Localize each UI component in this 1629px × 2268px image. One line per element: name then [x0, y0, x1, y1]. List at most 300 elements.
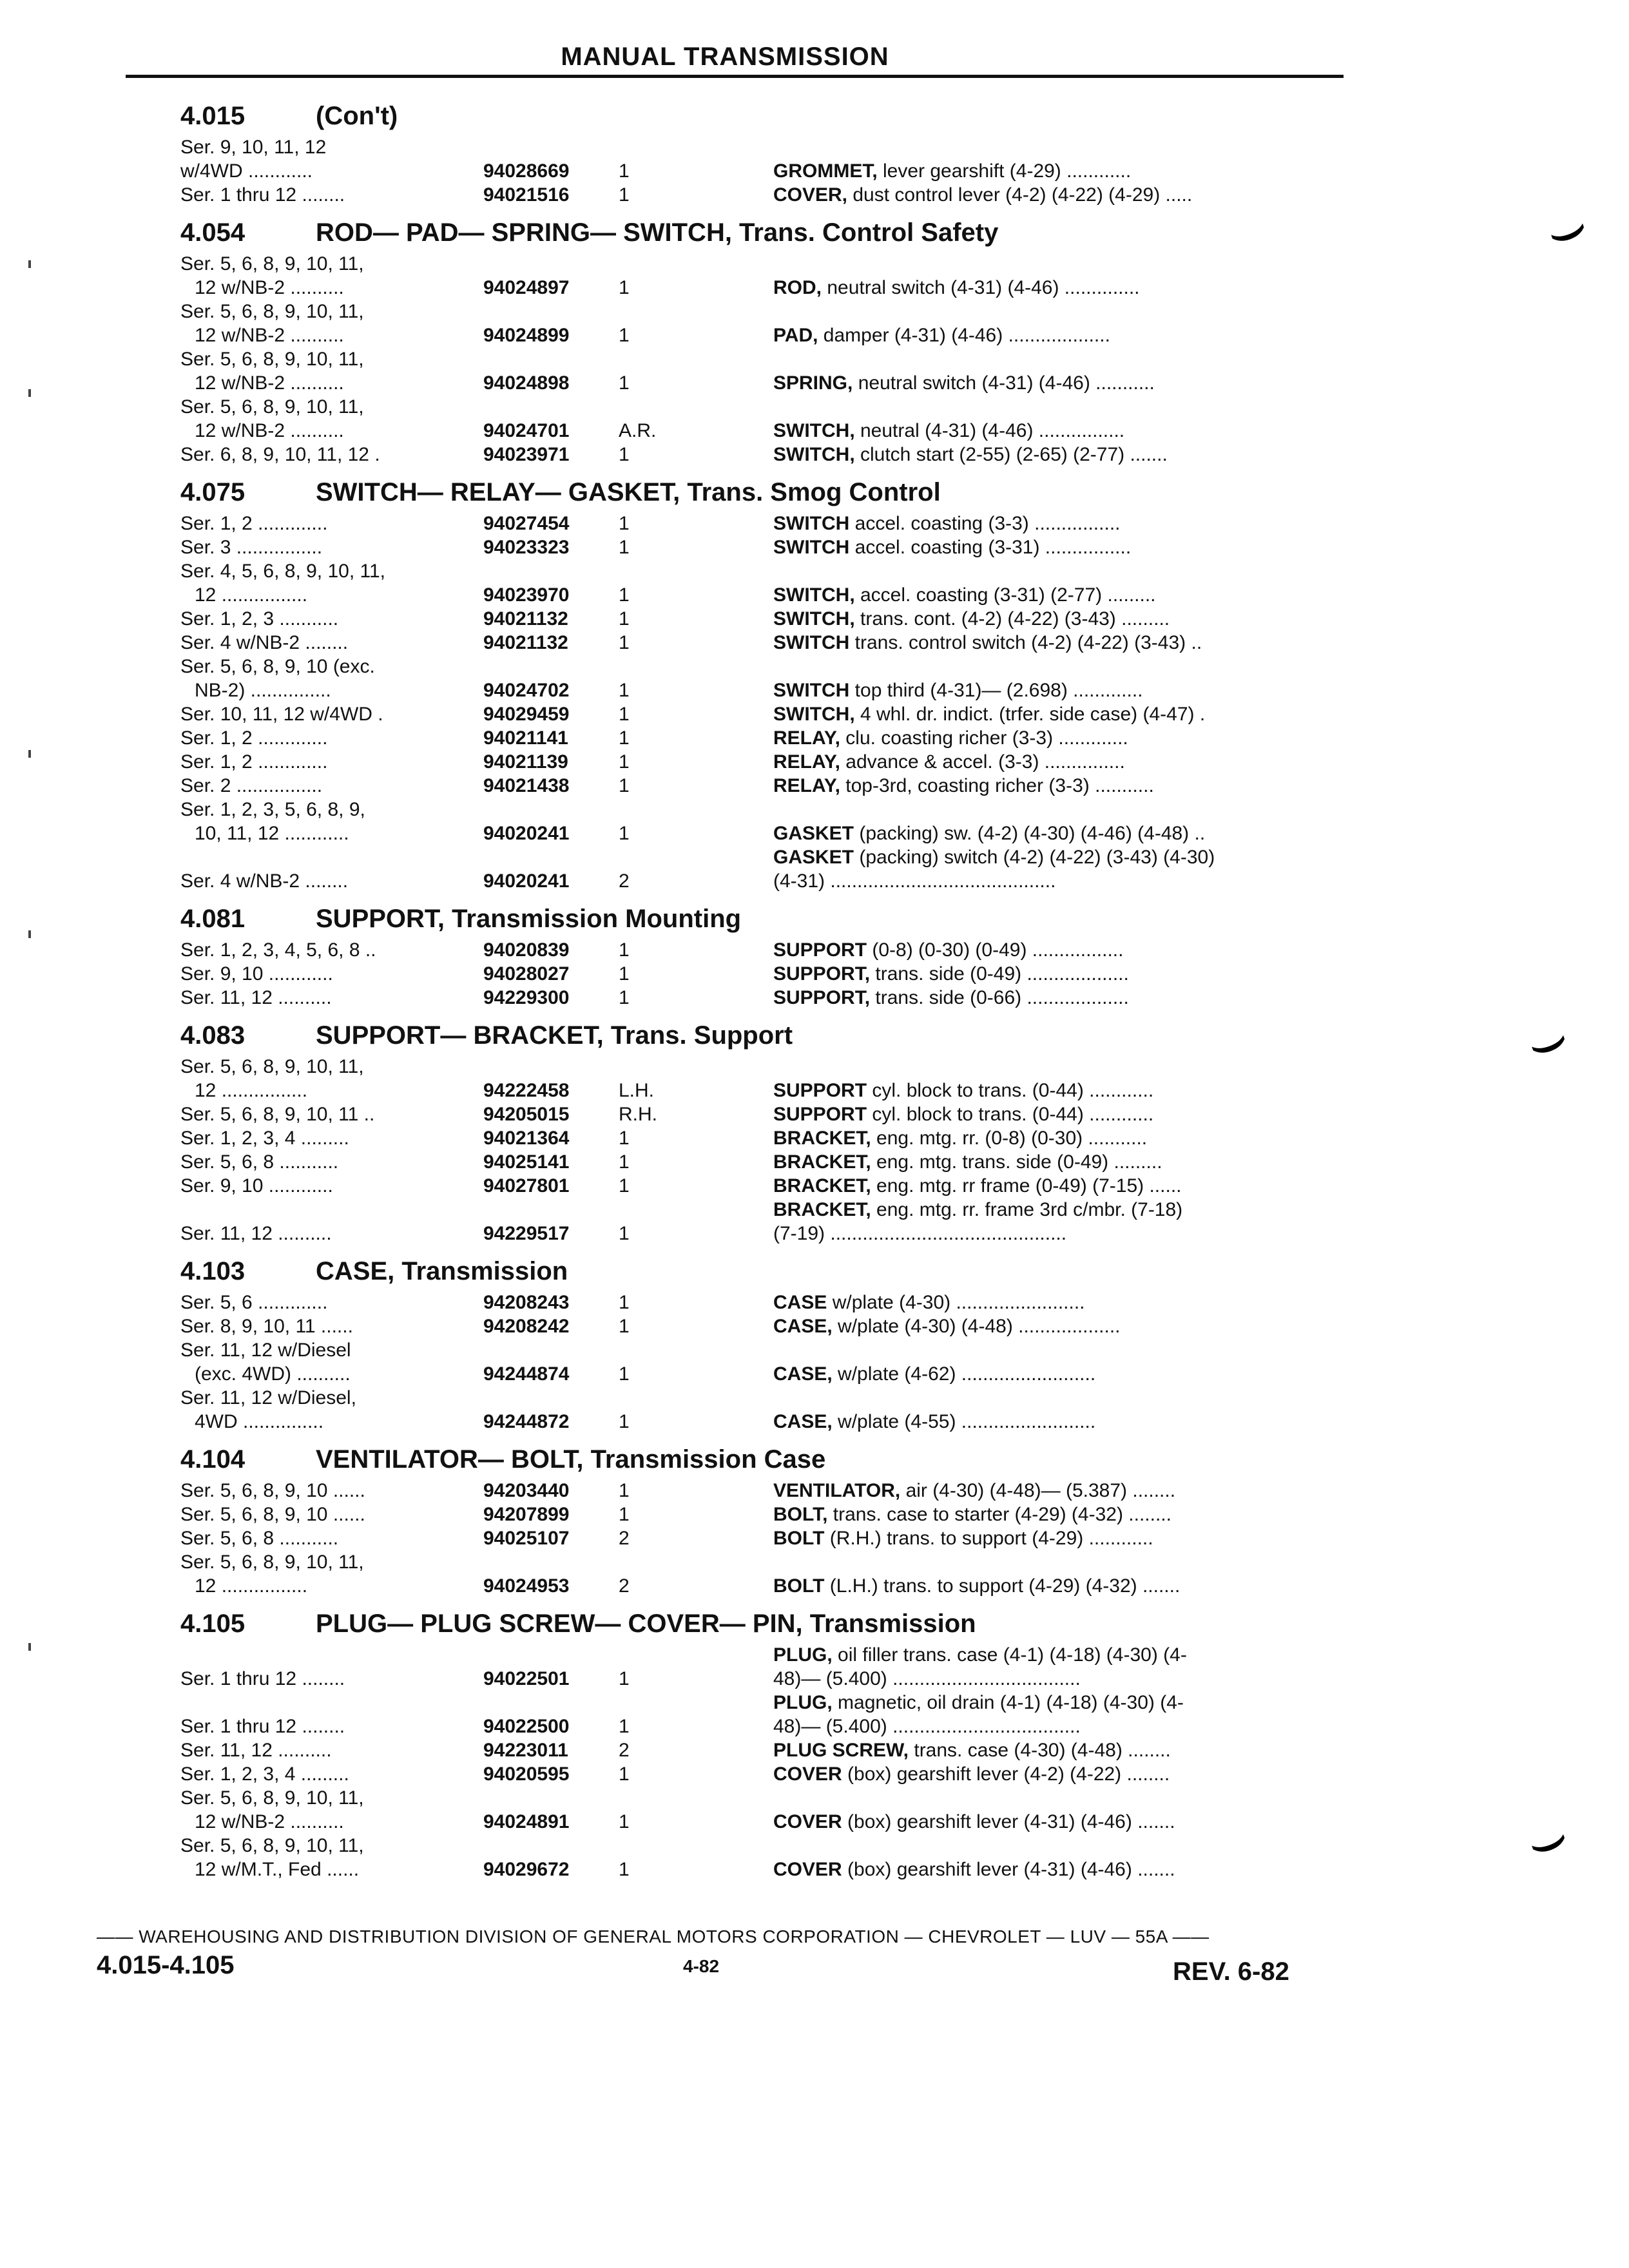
part-number: 94021132 [483, 632, 568, 653]
part-number: 94028027 [483, 963, 570, 985]
part-info [180, 1174, 773, 1198]
part-detail: trans. control switch (4-2) (4-22) (3-43) .. [854, 632, 1202, 653]
part-name: BRACKET, [773, 1175, 871, 1196]
part-detail: w/plate (4-30) (4-48) ................... [838, 1316, 1121, 1337]
part-name: COVER [773, 1763, 842, 1785]
serial-applicability [180, 962, 483, 986]
footer-revision: REV. 6-82 [1173, 1957, 1289, 1986]
part-detail: eng. mtg. rr frame (0-49) (7-15) ...... [876, 1175, 1182, 1196]
part-row [180, 962, 1340, 986]
serial-applicability [180, 1314, 483, 1338]
part-description [773, 371, 1337, 395]
part-detail: w/plate (4-55) ......................... [838, 1411, 1096, 1432]
part-number: 94025107 [483, 1528, 570, 1549]
section-title: SWITCH— RELAY— GASKET, Trans. Smog Control [316, 478, 941, 506]
part-description [773, 1738, 1337, 1762]
part-name: BRACKET, [773, 1199, 871, 1220]
part-info [180, 1291, 773, 1314]
part-row [180, 938, 1340, 962]
quantity: 1 [619, 963, 630, 985]
serial-applicability [180, 869, 483, 893]
part-row [180, 631, 1340, 655]
part-row [180, 845, 1340, 893]
part-number: 94020241 [483, 823, 570, 844]
part-detail: (box) gearshift lever (4-2) (4-22) ........ [847, 1763, 1170, 1785]
part-info [180, 1526, 773, 1550]
serial-line: Ser. 5, 6, 8, 9, 10, 11, [180, 1787, 364, 1809]
section-4-054 [180, 213, 1340, 466]
part-row [180, 1174, 1340, 1198]
quantity: 1 [619, 1716, 630, 1737]
serial-applicability [180, 512, 483, 535]
part-info [180, 726, 773, 750]
part-name: SUPPORT, [773, 987, 871, 1008]
serial-applicability [180, 631, 483, 655]
part-row [180, 159, 1340, 183]
part-description [773, 822, 1337, 845]
part-number: 94020595 [483, 1763, 570, 1785]
part-description [773, 1858, 1337, 1881]
part-row [180, 607, 1340, 631]
quantity: 1 [619, 184, 630, 206]
part-number: 94024899 [483, 325, 570, 346]
part-name: SWITCH, [773, 420, 855, 441]
quantity: 1 [619, 751, 630, 773]
part-description [773, 1126, 1337, 1150]
part-name: CASE [773, 1292, 827, 1313]
serial-line: Ser. 4 w/NB-2 ........ [180, 632, 349, 653]
section-4-083 [180, 1016, 1340, 1245]
part-detail: neutral switch (4-31) (4-46) .............. [827, 277, 1140, 298]
part-description [773, 678, 1337, 702]
section-number: 4.081 [180, 905, 246, 933]
part-row [180, 183, 1340, 207]
part-number: 94020241 [483, 870, 570, 892]
part-description [773, 583, 1337, 607]
section-title: SUPPORT, Transmission Mounting [316, 905, 742, 933]
part-info [180, 347, 773, 395]
part-description [773, 774, 1337, 798]
quantity: 2 [619, 1740, 630, 1761]
part-name: COVER, [773, 184, 848, 206]
section-title: SUPPORT— BRACKET, Trans. Support [316, 1021, 793, 1050]
quantity: 1 [619, 775, 630, 796]
part-detail: top-3rd, coasting richer (3-3) ........... [845, 775, 1154, 796]
serial-line: Ser. 11, 12 w/Diesel [180, 1340, 351, 1361]
serial-applicability [180, 1055, 483, 1102]
serial-line: Ser. 8, 9, 10, 11 ...... [180, 1316, 353, 1337]
serial-applicability [180, 1479, 483, 1503]
part-description [773, 1643, 1337, 1691]
quantity: 1 [619, 1668, 630, 1689]
check-mark-icon: ⌣ [1516, 1800, 1579, 1879]
part-row [180, 1786, 1340, 1834]
serial-line: 10, 11, 12 ............ [195, 823, 349, 844]
quantity: 1 [619, 160, 630, 182]
quantity: 1 [619, 987, 630, 1008]
part-name: SWITCH [773, 632, 850, 653]
part-detail: 4 whl. dr. indict. (trfer. side case) (4-47) . [860, 704, 1206, 725]
part-name: SUPPORT, [773, 963, 871, 985]
quantity: 2 [619, 870, 630, 892]
quantity: 1 [619, 1128, 630, 1149]
part-name: SPRING, [773, 372, 853, 394]
part-number: 94029672 [483, 1859, 570, 1880]
section-title: PLUG— PLUG SCREW— COVER— PIN, Transmission [316, 1610, 976, 1638]
serial-applicability [180, 1150, 483, 1174]
part-row [180, 1479, 1340, 1503]
part-name: BRACKET, [773, 1151, 871, 1173]
margin-tick-mark [28, 1643, 31, 1651]
serial-applicability [180, 750, 483, 774]
section-heading [180, 1016, 1340, 1055]
serial-line: Ser. 6, 8, 9, 10, 11, 12 . [180, 444, 380, 465]
part-number: 94022500 [483, 1716, 570, 1737]
part-detail: eng. mtg. rr. (0-8) (0-30) ........... [876, 1128, 1148, 1149]
part-info [180, 1386, 773, 1434]
section-number: 4.103 [180, 1257, 246, 1285]
part-info [180, 962, 773, 986]
serial-applicability [180, 1550, 483, 1598]
part-number: 94022501 [483, 1668, 570, 1689]
part-description [773, 1079, 1337, 1102]
part-description [773, 159, 1337, 183]
part-description [773, 631, 1337, 655]
part-detail: magnetic, oil drain (4-1) (4-18) (4-30) (4- 48)— (5.400) ................................... [773, 1692, 1184, 1737]
part-row [180, 395, 1340, 443]
serial-applicability [180, 607, 483, 631]
part-name: CASE, [773, 1411, 833, 1432]
part-number: 94028669 [483, 160, 570, 182]
part-name: RELAY, [773, 775, 840, 796]
serial-line: Ser. 9, 10 ............ [180, 1175, 333, 1196]
serial-line: Ser. 1 thru 12 ........ [180, 184, 345, 206]
quantity: 1 [619, 1811, 630, 1832]
part-number: 94027801 [483, 1175, 570, 1196]
serial-applicability [180, 1667, 483, 1691]
part-number: 94023970 [483, 584, 570, 606]
part-detail: cyl. block to trans. (0-44) ............ [872, 1080, 1154, 1101]
part-detail: dust control lever (4-2) (4-22) (4-29) ..... [853, 184, 1193, 206]
serial-applicability [180, 1174, 483, 1198]
part-number: 94208243 [483, 1292, 570, 1313]
part-info [180, 938, 773, 962]
part-row [180, 252, 1340, 300]
serial-line: Ser. 1, 2, 3, 4, 5, 6, 8 .. [180, 939, 376, 961]
footer-section-range: 4.015-4.105 [97, 1951, 235, 1979]
serial-applicability [180, 1738, 483, 1762]
serial-line: Ser. 1, 2, 3, 4 ......... [180, 1128, 349, 1149]
part-number: 94229300 [483, 987, 570, 1008]
section-heading [180, 899, 1340, 938]
part-row [180, 512, 1340, 535]
part-info [180, 159, 773, 183]
serial-line: Ser. 11, 12 .......... [180, 987, 332, 1008]
part-name: BOLT [773, 1575, 825, 1597]
part-description [773, 535, 1337, 559]
serial-line: Ser. 5, 6, 8, 9, 10, 11 .. [180, 1104, 375, 1125]
quantity: 1 [619, 1763, 630, 1785]
serial-line: Ser. 5, 6, 8, 9, 10, 11, [180, 1552, 364, 1573]
serial-line: Ser. 11, 12 .......... [180, 1223, 332, 1244]
part-number: 94020839 [483, 939, 570, 961]
part-number: 94027454 [483, 513, 570, 534]
serial-line: Ser. 5, 6 ............. [180, 1292, 328, 1313]
quantity: 1 [619, 584, 630, 606]
quantity: 1 [619, 939, 630, 961]
quantity: 2 [619, 1575, 630, 1597]
part-detail: oil filler trans. case (4-1) (4-18) (4-30) (4- 48)— (5.400) ................................... [773, 1644, 1187, 1689]
part-info [180, 986, 773, 1010]
part-description [773, 986, 1337, 1010]
part-name: GASKET [773, 847, 854, 868]
section-heading [180, 1252, 1340, 1291]
part-number: 94205015 [483, 1104, 570, 1125]
serial-line: (exc. 4WD) .......... [195, 1363, 351, 1385]
part-name: SWITCH, [773, 584, 855, 606]
part-description [773, 1762, 1337, 1786]
serial-applicability [180, 702, 483, 726]
part-row [180, 347, 1340, 395]
part-detail: accel. coasting (3-3) ................ [854, 513, 1121, 534]
part-detail: (box) gearshift lever (4-31) (4-46) ....... [847, 1859, 1175, 1880]
part-name: SUPPORT [773, 1080, 867, 1101]
part-detail: top third (4-31)— (2.698) ............. [854, 680, 1143, 701]
check-mark-icon: ⌣ [1536, 189, 1598, 268]
serial-applicability [180, 159, 483, 183]
serial-line: Ser. 9, 10, 11, 12 [180, 137, 327, 158]
part-name: SUPPORT [773, 939, 867, 961]
part-detail: trans. cont. (4-2) (4-22) (3-43) ......... [860, 608, 1170, 629]
section-title: CASE, Transmission [316, 1257, 568, 1285]
serial-line: 4WD ............... [195, 1411, 324, 1432]
part-info [180, 1150, 773, 1174]
serial-applicability [180, 726, 483, 750]
section-4-103 [180, 1252, 1340, 1434]
serial-applicability [180, 395, 483, 443]
part-row [180, 750, 1340, 774]
margin-tick-mark [28, 930, 31, 938]
quantity: 1 [619, 325, 630, 346]
footer-division-line: —— WAREHOUSING AND DISTRIBUTION DIVISION OF GENERAL MOTORS CORPORATION — CHEVROLET — LUV — 55A —— [97, 1927, 1210, 1946]
part-description [773, 750, 1337, 774]
part-number: 94208242 [483, 1316, 570, 1337]
footer-page-number: 4-82 [683, 1956, 720, 1976]
part-number: 94024701 [483, 420, 570, 441]
part-number: 94029459 [483, 704, 570, 725]
part-number: 94021139 [483, 751, 568, 773]
part-row [180, 1386, 1340, 1434]
quantity: 1 [619, 1859, 630, 1880]
part-info [180, 1715, 773, 1738]
part-row [180, 798, 1340, 845]
serial-line: Ser. 10, 11, 12 w/4WD . [180, 704, 383, 725]
page-title: MANUAL TRANSMISSION [561, 43, 889, 71]
part-description [773, 1362, 1337, 1386]
part-info [180, 300, 773, 347]
part-row [180, 986, 1340, 1010]
quantity: 1 [619, 727, 630, 749]
serial-line: Ser. 1, 2 ............. [180, 513, 328, 534]
part-name: VENTILATOR, [773, 1480, 901, 1501]
quantity: 1 [619, 537, 630, 558]
serial-applicability [180, 1126, 483, 1150]
part-number: 94024953 [483, 1575, 570, 1597]
quantity: 2 [619, 1528, 630, 1549]
part-detail: (R.H.) trans. to support (4-29) ............ [829, 1528, 1153, 1549]
part-number: 94024897 [483, 277, 570, 298]
part-info [180, 750, 773, 774]
section-title: ROD— PAD— SPRING— SWITCH, Trans. Control Safety [316, 218, 999, 247]
part-name: SWITCH [773, 680, 850, 701]
part-row [180, 726, 1340, 750]
part-name: PLUG SCREW, [773, 1740, 909, 1761]
part-number: 94021132 [483, 608, 568, 629]
part-description [773, 1314, 1337, 1338]
serial-line: Ser. 9, 10 ............ [180, 963, 333, 985]
section-number: 4.015 [180, 102, 246, 130]
part-description [773, 726, 1337, 750]
part-name: SWITCH [773, 513, 850, 534]
part-description [773, 702, 1337, 726]
part-row [180, 1643, 1340, 1691]
serial-applicability [180, 774, 483, 798]
part-row [180, 1055, 1340, 1102]
part-detail: trans. case to starter (4-29) (4-32) ........ [833, 1504, 1171, 1525]
part-row [180, 1691, 1340, 1738]
serial-applicability [180, 1715, 483, 1738]
part-detail: accel. coasting (3-31) (2-77) ......... [860, 584, 1156, 606]
section-heading [180, 473, 1340, 512]
quantity: 1 [619, 444, 630, 465]
part-detail: eng. mtg. rr. frame 3rd c/mbr. (7-18) (7-19) ............................................ [773, 1199, 1183, 1244]
part-description [773, 1150, 1337, 1174]
part-description [773, 1410, 1337, 1434]
quantity: 1 [619, 372, 630, 394]
part-row [180, 1738, 1340, 1762]
serial-line: 12 ................ [195, 584, 308, 606]
serial-line: Ser. 11, 12 .......... [180, 1740, 332, 1761]
part-row [180, 1198, 1340, 1245]
part-description [773, 607, 1337, 631]
part-row [180, 1503, 1340, 1526]
part-name: BOLT [773, 1528, 825, 1549]
part-number: 94023971 [483, 444, 570, 465]
quantity: 1 [619, 1480, 630, 1501]
part-detail: w/plate (4-62) ......................... [838, 1363, 1096, 1385]
serial-line: Ser. 5, 6, 8, 9, 10, 11, [180, 396, 364, 418]
part-info [180, 559, 773, 607]
part-number: 94024702 [483, 680, 570, 701]
part-name: CASE, [773, 1316, 833, 1337]
section-number: 4.104 [180, 1445, 246, 1474]
part-number: 94021516 [483, 184, 570, 206]
part-info [180, 535, 773, 559]
quantity: 1 [619, 608, 630, 629]
part-row [180, 300, 1340, 347]
serial-line: Ser. 5, 6, 8, 9, 10, 11, [180, 301, 364, 322]
part-detail: lever gearshift (4-29) ............ [883, 160, 1132, 182]
part-info [180, 443, 773, 466]
serial-line: Ser. 5, 6, 8, 9, 10 ...... [180, 1480, 365, 1501]
part-info [180, 1222, 773, 1245]
serial-applicability [180, 1762, 483, 1786]
serial-line: Ser. 4, 5, 6, 8, 9, 10, 11, [180, 561, 385, 582]
serial-line: 12 w/NB-2 .......... [195, 1811, 344, 1832]
part-number: 94021141 [483, 727, 568, 749]
section-number: 4.105 [180, 1610, 246, 1638]
part-row [180, 443, 1340, 466]
part-info [180, 1762, 773, 1786]
serial-line: Ser. 1, 2, 3, 4 ......... [180, 1763, 349, 1785]
section-heading [180, 213, 1340, 252]
part-detail: air (4-30) (4-48)— (5.387) ........ [905, 1480, 1176, 1501]
serial-line: Ser. 11, 12 w/Diesel, [180, 1387, 356, 1408]
serial-applicability [180, 1386, 483, 1434]
serial-line: Ser. 4 w/NB-2 ........ [180, 870, 349, 892]
part-row [180, 774, 1340, 798]
part-row [180, 1550, 1340, 1598]
part-info [180, 1479, 773, 1503]
serial-line: 12 w/NB-2 .......... [195, 372, 344, 394]
part-name: COVER [773, 1859, 842, 1880]
part-description [773, 938, 1337, 962]
serial-line: Ser. 3 ................ [180, 537, 323, 558]
part-info [180, 1667, 773, 1691]
quantity: 1 [619, 632, 630, 653]
part-detail: clu. coasting richer (3-3) ............. [845, 727, 1128, 749]
part-name: PLUG, [773, 1692, 833, 1713]
part-detail: neutral (4-31) (4-46) ................ [860, 420, 1125, 441]
part-info [180, 1550, 773, 1598]
part-info [180, 869, 773, 893]
part-description [773, 1198, 1337, 1245]
quantity: 1 [619, 823, 630, 844]
part-row [180, 1102, 1340, 1126]
part-description [773, 962, 1337, 986]
part-row [180, 1314, 1340, 1338]
serial-line: Ser. 5, 6, 8 ........... [180, 1151, 339, 1173]
part-detail: accel. coasting (3-31) ................ [854, 537, 1132, 558]
part-detail: w/plate (4-30) ........................ [832, 1292, 1085, 1313]
parts-list [180, 97, 1340, 1888]
part-description [773, 1691, 1337, 1738]
part-detail: (0-8) (0-30) (0-49) ................. [872, 939, 1124, 961]
part-description [773, 1102, 1337, 1126]
serial-line: NB-2) ............... [195, 680, 331, 701]
part-info [180, 1834, 773, 1881]
part-row [180, 1338, 1340, 1386]
serial-line: Ser. 2 ................ [180, 775, 323, 796]
part-number: 94023323 [483, 537, 570, 558]
part-detail: (L.H.) trans. to support (4-29) (4-32) ....... [829, 1575, 1181, 1597]
serial-line: Ser. 5, 6, 8, 9, 10, 11, [180, 1056, 364, 1077]
part-number: 94021364 [483, 1128, 570, 1149]
serial-applicability [180, 183, 483, 207]
serial-applicability [180, 798, 483, 845]
serial-line: w/4WD ............ [180, 160, 313, 182]
serial-line: Ser. 1 thru 12 ........ [180, 1716, 345, 1737]
serial-line: 12 ................ [195, 1080, 308, 1101]
serial-applicability [180, 135, 483, 159]
part-number: 94244872 [483, 1411, 570, 1432]
part-name: GASKET [773, 823, 854, 844]
part-description [773, 276, 1337, 300]
part-info [180, 1126, 773, 1150]
serial-applicability [180, 655, 483, 702]
part-description [773, 323, 1337, 347]
quantity: 1 [619, 1363, 630, 1385]
